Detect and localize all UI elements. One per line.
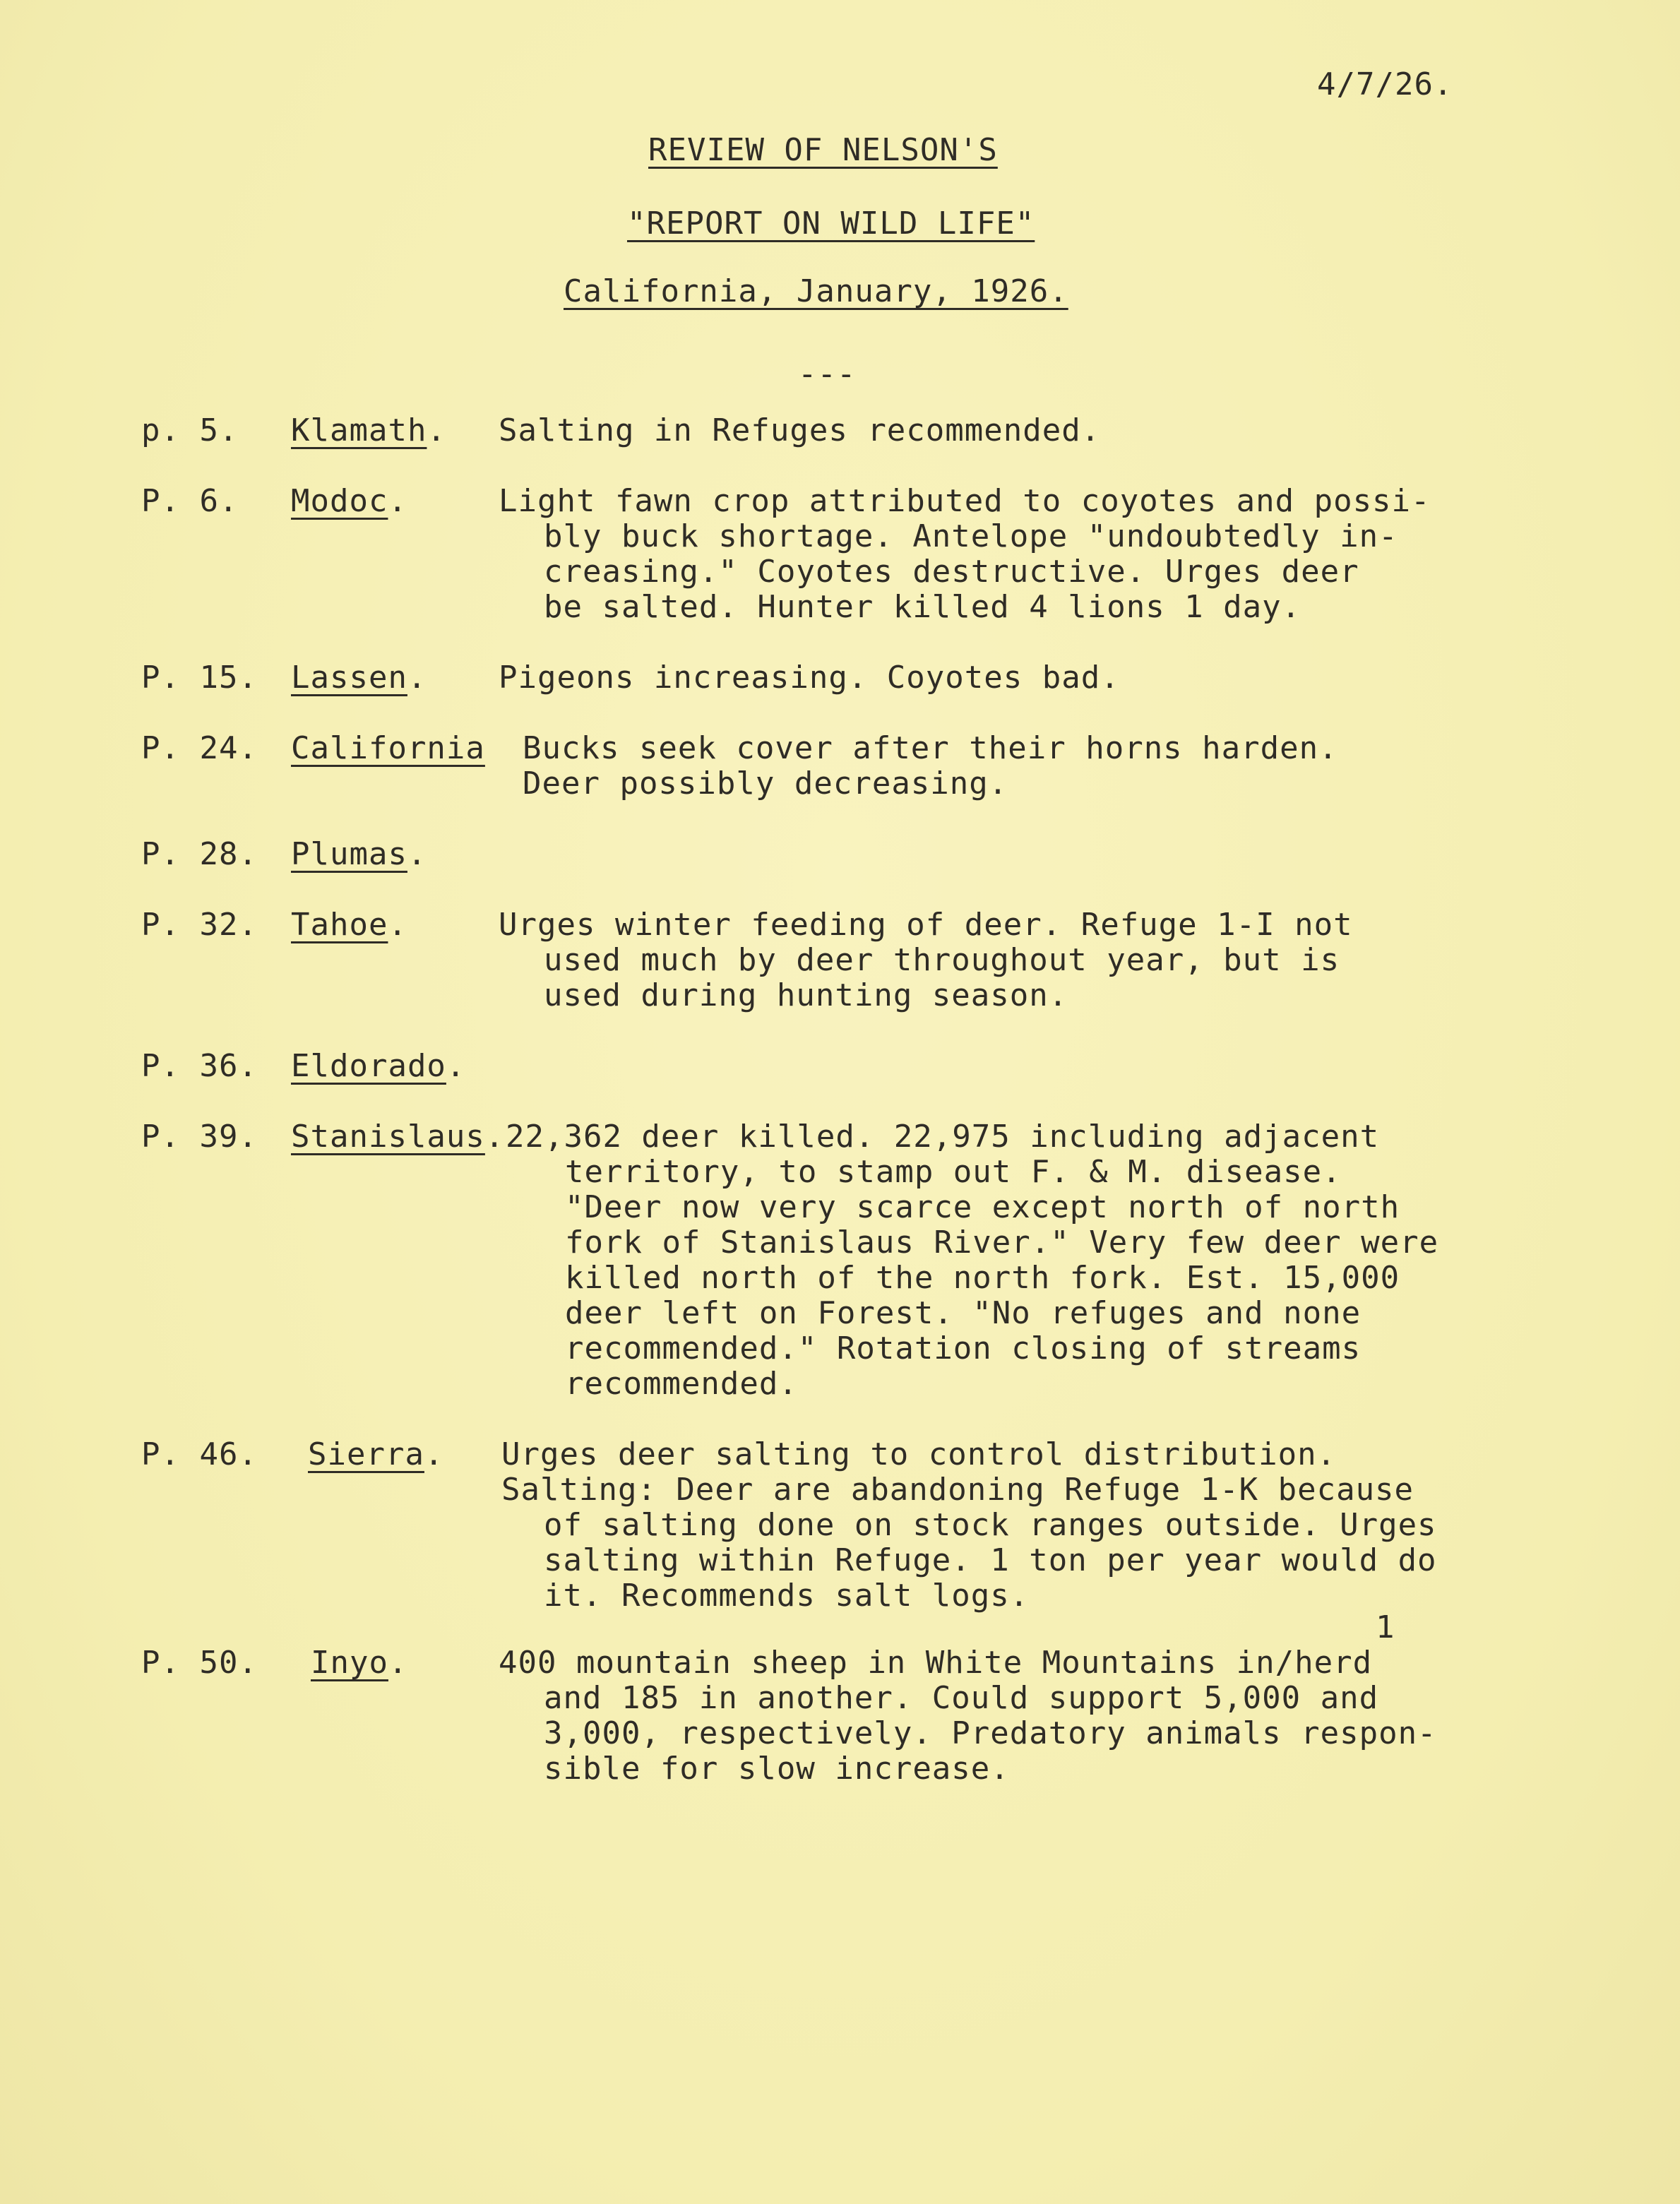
entry-line: sible for slow increase. [544,1751,1010,1787]
insert-mark: 1 [1376,1609,1395,1645]
entry-line: of salting done on stock ranges outside. Urges [544,1507,1437,1543]
title-line-2: "REPORT ON WILD LIFE" [627,205,1035,242]
entry-line: 22,362 deer killed. 22,975 including adjacent [506,1119,1380,1155]
entry-line: Salting in Refuges recommended. [499,412,1101,448]
entry-page-ref: P. 36. [141,1048,258,1084]
entry-line: Pigeons increasing. Coyotes bad. [499,660,1120,696]
entry-line: Urges winter feeding of deer. Refuge 1-I not [499,907,1353,943]
entry-line: Bucks seek cover after their horns harden. [523,730,1338,766]
entry-line: salting within Refuge. 1 ton per year would do [544,1542,1437,1578]
entry-forest-name: Eldorado. [291,1048,466,1084]
entry-forest-name: Klamath. [291,412,446,448]
entry-forest-name: Lassen. [291,660,427,696]
entry-line: it. Recommends salt logs. [544,1578,1030,1614]
document-date: 4/7/26. [1317,66,1453,102]
entry-line: be salted. Hunter killed 4 lions 1 day. [544,589,1301,625]
separator: --- [798,356,857,392]
entry-line: Deer possibly decreasing. [523,766,1008,802]
entry-line: 3,000, respectively. Predatory animals respon- [544,1715,1437,1751]
entry-page-ref: P. 46. [141,1436,258,1472]
entry-line: 400 mountain sheep in White Mountains in/herd [499,1645,1373,1681]
entry-line: recommended. [565,1366,798,1402]
entry-forest-name: Inyo. [311,1645,408,1681]
entry-page-ref: P. 15. [141,660,258,696]
entry-line: "Deer now very scarce except north of north [565,1189,1400,1225]
entry-line: killed north of the north fork. Est. 15,000 [565,1260,1400,1296]
entry-page-ref: P. 28. [141,836,258,872]
entry-page-ref: P. 32. [141,907,258,943]
entry-line: used much by deer throughout year, but is [544,942,1340,978]
entry-line: fork of Stanislaus River." Very few deer were [565,1225,1439,1261]
title-line-1: REVIEW OF NELSON'S [648,132,998,168]
entry-page-ref: P. 6. [141,483,239,519]
entry-line: Light fawn crop attributed to coyotes and possi- [499,483,1431,519]
entry-line: Urges deer salting to control distribution. [501,1436,1337,1472]
entry-line: and 185 in another. Could support 5,000 and [544,1680,1379,1716]
entry-line: used during hunting season. [544,977,1068,1013]
entry-page-ref: P. 24. [141,730,258,766]
entry-line: recommended." Rotation closing of streams [565,1330,1362,1366]
entry-forest-name: Stanislaus. [291,1119,505,1155]
entry-line: creasing." Coyotes destructive. Urges deer [544,554,1359,590]
entry-line: Salting: Deer are abandoning Refuge 1-K because [501,1472,1414,1508]
entry-forest-name: Tahoe. [291,907,407,943]
entry-line: deer left on Forest. "No refuges and none [565,1295,1362,1331]
entry-forest-name: Modoc. [291,483,407,519]
entry-forest-name: Plumas. [291,836,427,872]
entry-page-ref: p. 5. [141,412,239,448]
title-line-3: California, January, 1926. [564,273,1068,309]
entry-line: bly buck shortage. Antelope "undoubtedly in- [544,518,1398,554]
entry-page-ref: P. 50. [141,1645,258,1681]
entry-forest-name: Sierra. [308,1436,444,1472]
entry-page-ref: P. 39. [141,1119,258,1155]
entry-line: territory, to stamp out F. & M. disease. [565,1154,1342,1190]
entry-forest-name: California [291,730,485,766]
